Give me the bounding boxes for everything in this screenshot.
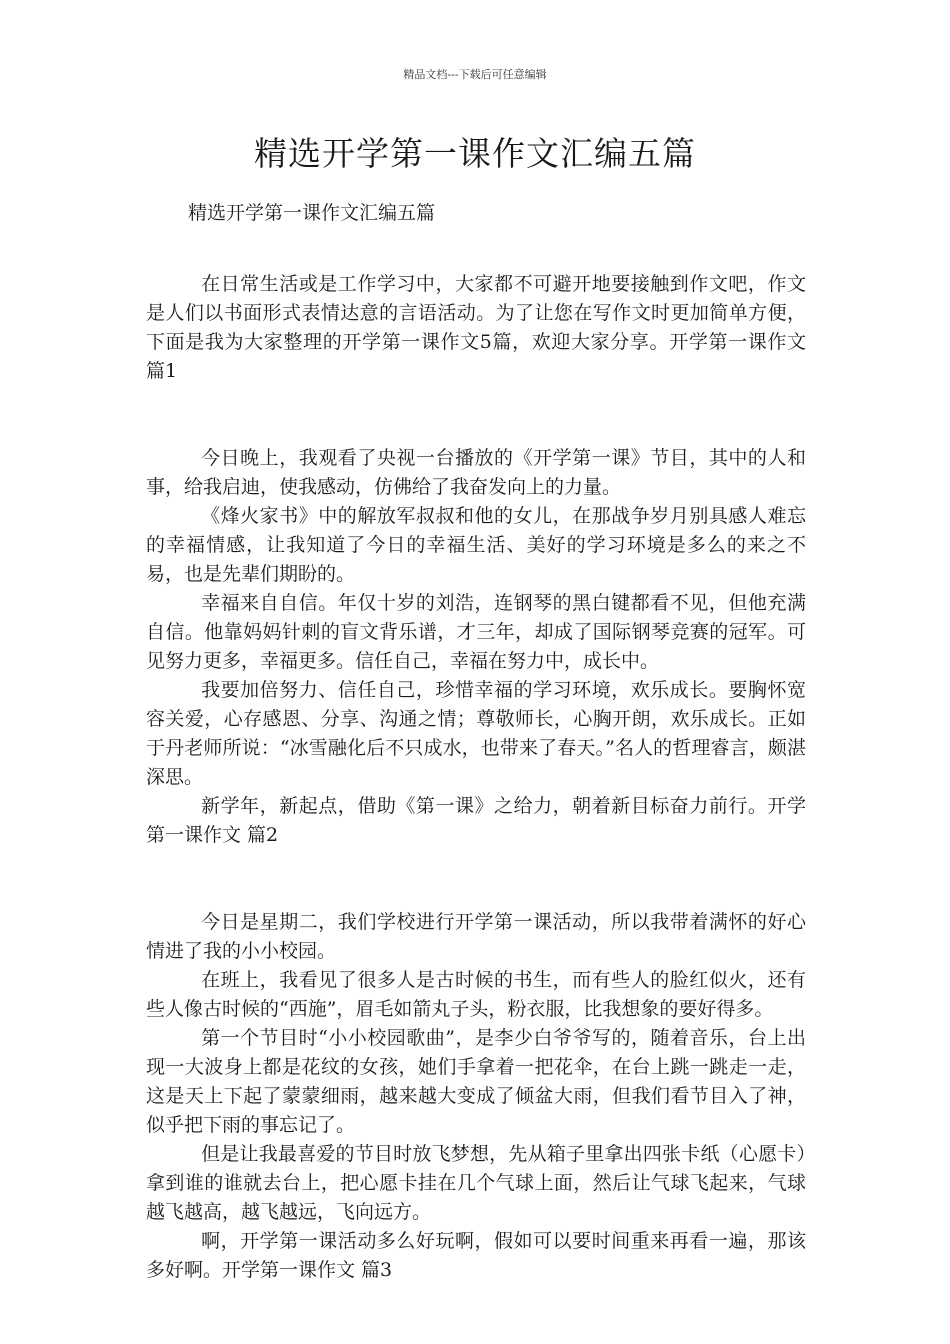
essay1-paragraph: 《烽火家书》中的解放军叔叔和他的女儿，在那战争岁月别具感人难忘的幸福情感，让我知道了今日的幸福生活、美好的学习环境是多么的来之不易，也是先辈们期盼的。 (146, 505, 806, 585)
essay1-paragraph: 今日晚上，我观看了央视一台播放的《开学第一课》节目，其中的人和事，给我启迪，使我感动，仿佛给了我奋发向上的力量。 (146, 447, 806, 498)
essay1-paragraph: 我要加倍努力、信任自己，珍惜幸福的学习环境，欢乐成长。要胸怀宽容关爱，心存感恩、分享、沟通之情；尊敬师长，心胸开朗，欢乐成长。正如于丹老师所说：“冰雪融化后不只成水，也带来了春天。”名人的哲理睿言，颇湛深思。 (146, 679, 806, 788)
essay2-paragraph: 但是让我最喜爱的节目时放飞梦想，先从箱子里拿出四张卡纸（心愿卡）拿到谁的谁就去台上，把心愿卡挂在几个气球上面，然后让气球飞起来，气球越飞越高，越飞越远，飞向远方。 (146, 1143, 806, 1223)
section-gap (146, 386, 806, 444)
essay1-paragraph: 新学年，新起点，借助《第一课》之给力，朝着新目标奋力前行。开学第一课作文 篇2 (146, 795, 806, 846)
essay2-paragraph: 第一个节目时“小小校园歌曲”，是李少白爷爷写的，随着音乐，台上出现一大波身上都是花纹的女孩，她们手拿着一把花伞，在台上跳一跳走一走，这是天上下起了蒙蒙细雨，越来越大变成了倾盆大雨，但我们看节目入了神，似乎把下雨的事忘记了。 (146, 1027, 806, 1136)
essay2-paragraph: 啊，开学第一课活动多么好玩啊，假如可以要时间重来再看一遍，那该多好啊。开学第一课作文 篇3 (146, 1230, 806, 1281)
document-subtitle: 精选开学第一课作文汇编五篇 (188, 202, 436, 224)
intro-paragraph: 在日常生活或是工作学习中，大家都不可避开地要接触到作文吧，作文是人们以书面形式表情达意的言语活动。为了让您在写作文时更加简单方便，下面是我为大家整理的开学第一课作文5篇，欢迎大家分享。开学第一课作文 篇1 (146, 273, 806, 382)
section-gap (146, 850, 806, 908)
essay1-paragraph: 幸福来自自信。年仅十岁的刘浩，连钢琴的黑白键都看不见，但他充满自信。他靠妈妈针刺的盲文背乐谱，才三年，却成了国际钢琴竞赛的冠军。可见努力更多，幸福更多。信任自己，幸福在努力中，成长中。 (146, 592, 806, 672)
document-body (146, 270, 806, 1285)
header-note: 精品文档---下载后可任意编辑 (403, 68, 547, 81)
document-title: 精选开学第一课作文汇编五篇 (254, 134, 696, 173)
essay2-paragraph: 今日是星期二，我们学校进行开学第一课活动，所以我带着满怀的好心情进了我的小小校园。 (146, 911, 806, 962)
essay2-paragraph: 在班上，我看见了很多人是古时候的书生，而有些人的脸红似火，还有些人像古时候的“西施”，眉毛如箭丸子头，粉衣服，比我想象的要好得多。 (146, 969, 806, 1020)
